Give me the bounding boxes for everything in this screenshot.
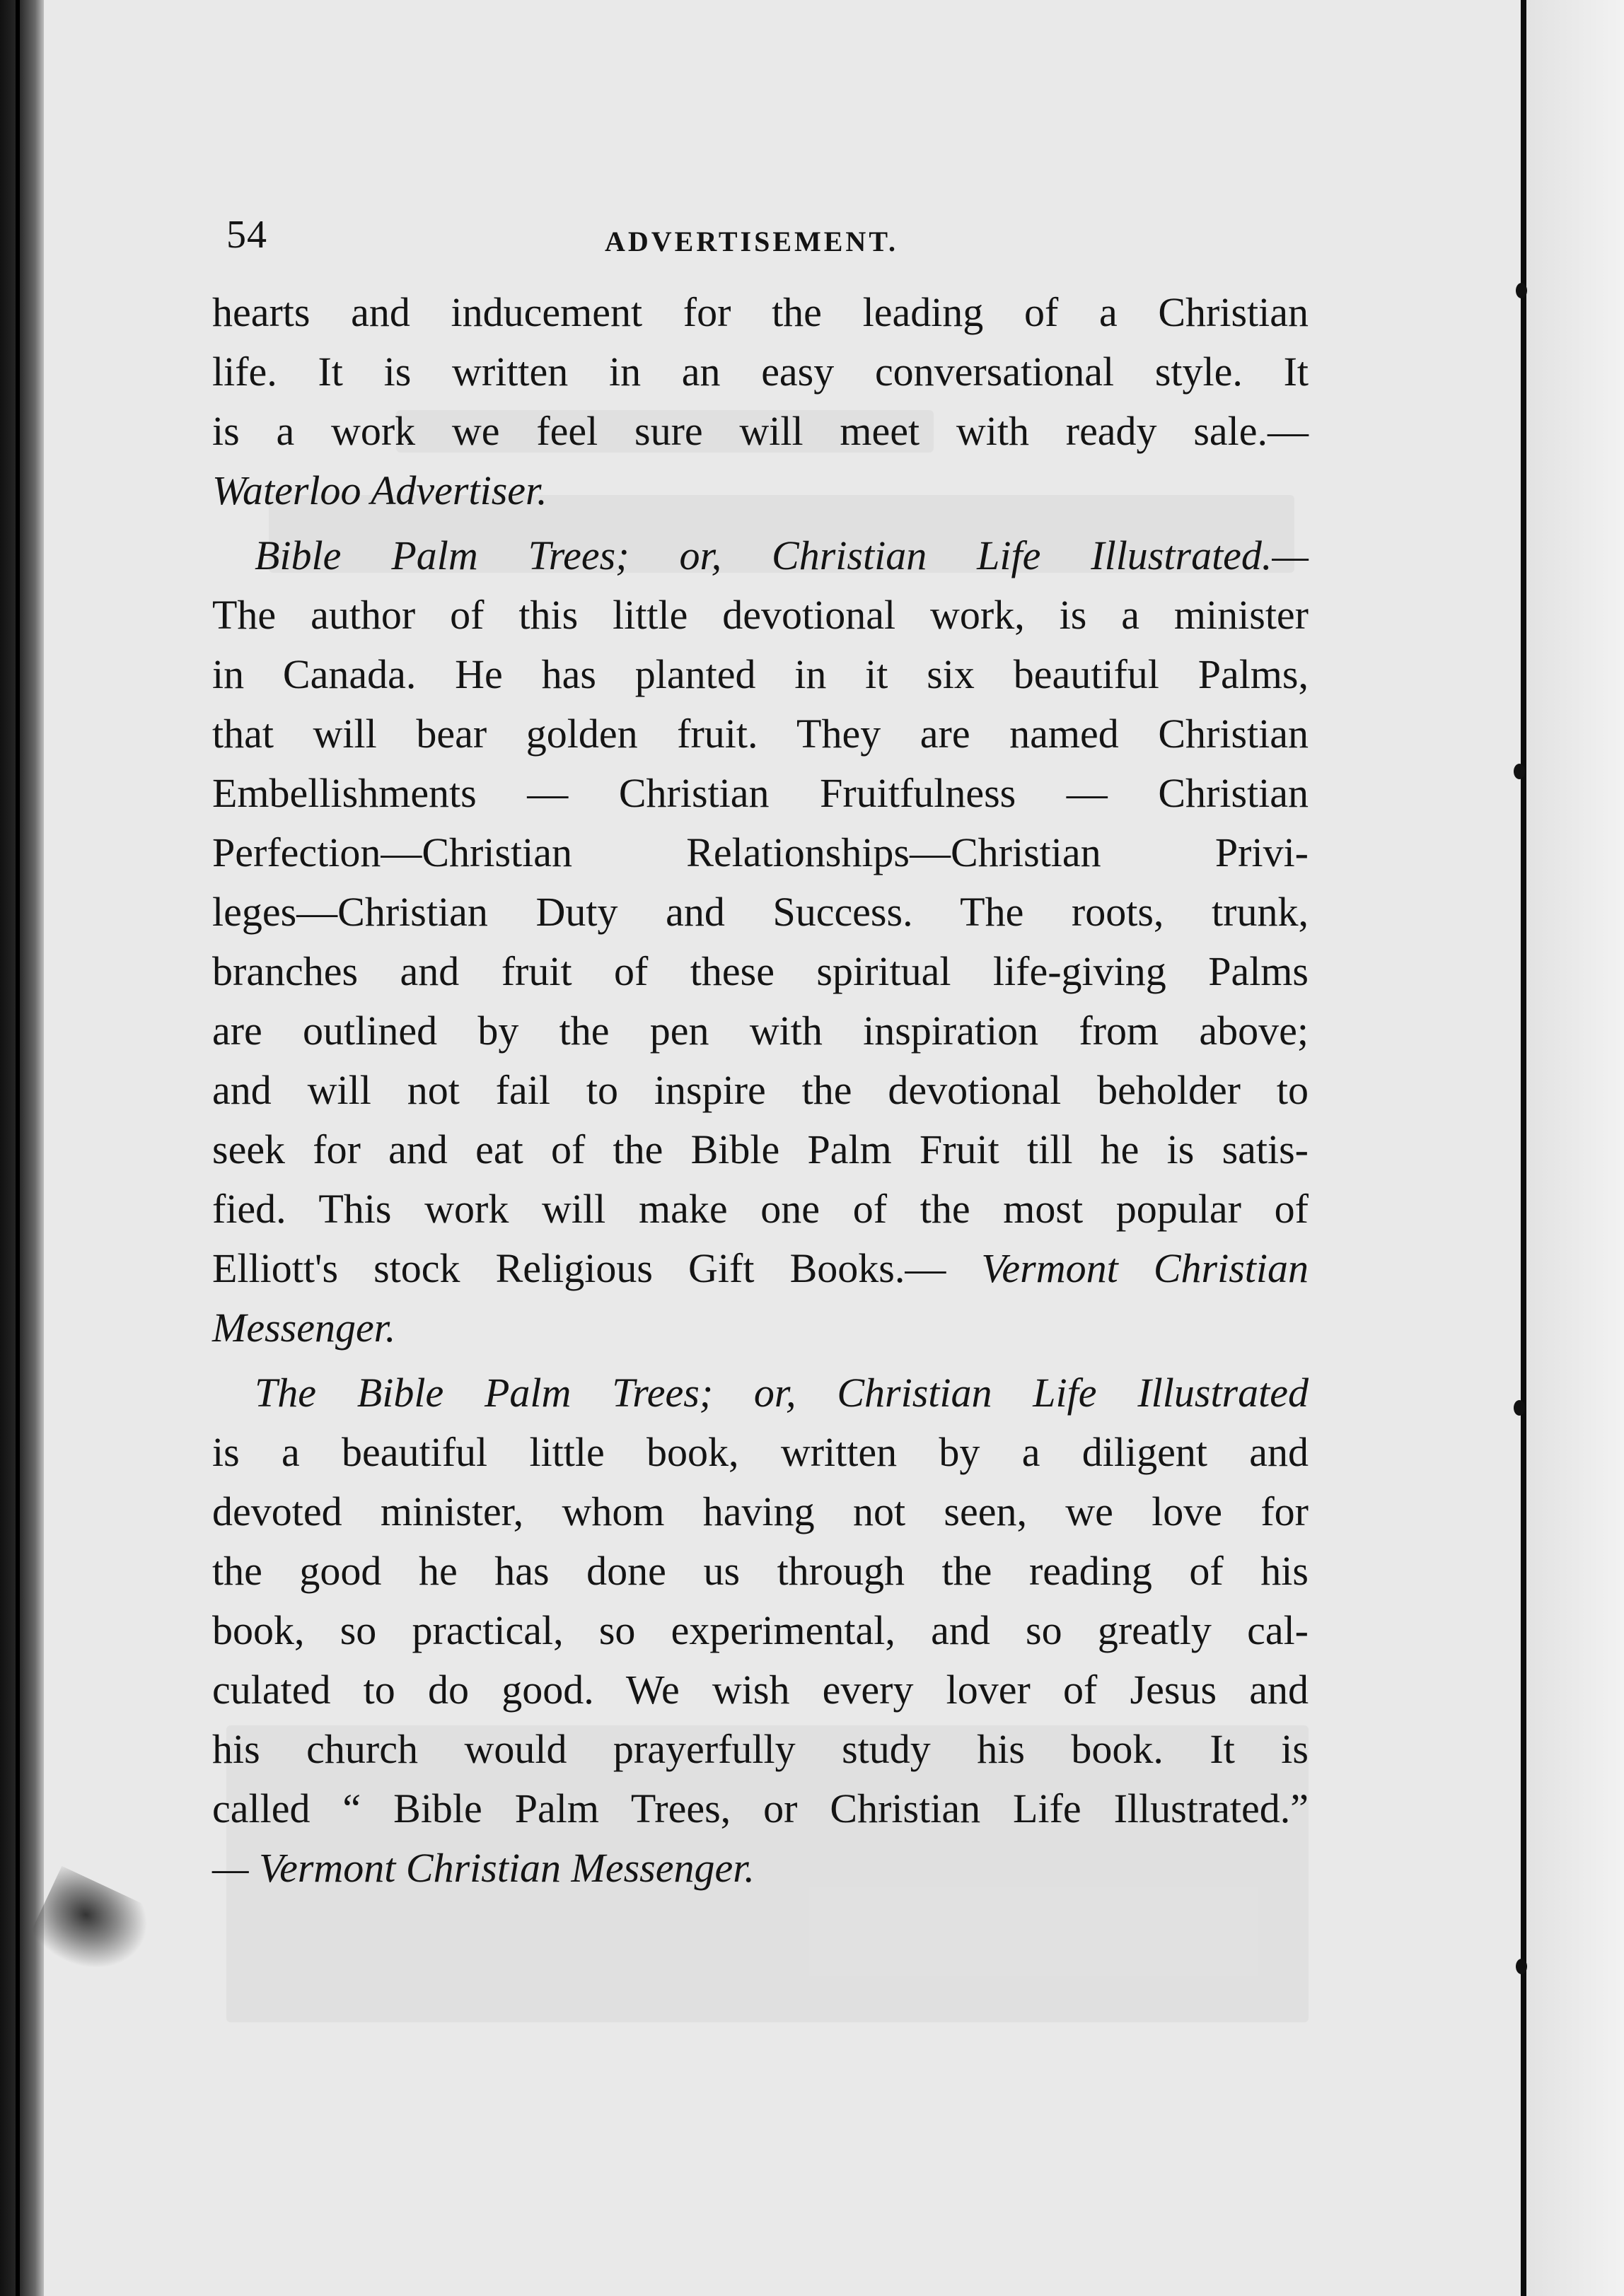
text-line: the good he has done us through the reading of his (212, 1548, 1309, 1594)
text-line: Perfection—Christian Relationships—Christian Privi- (212, 829, 1309, 875)
text-line: life. It is written in an easy conversational style. It (212, 349, 1309, 395)
facing-page-edge (1526, 0, 1624, 2296)
edge-mark (1516, 1959, 1527, 1974)
ink-smudge (26, 1866, 158, 1988)
text-line: Embellishments — Christian Fruitfulness — Christian (212, 770, 1309, 816)
text-line: called “ Bible Palm Trees, or Christian Life Illustrated.” (212, 1785, 1309, 1831)
running-head (212, 212, 1309, 283)
edge-mark (1516, 283, 1527, 298)
book-title: The Bible Palm Trees; or, Christian Life Illustrated (255, 1370, 1309, 1416)
page-number: 54 (226, 213, 267, 257)
text-line: and will not fail to inspire the devotional beholder to (212, 1067, 1309, 1113)
book-title: Bible Palm Trees; or, Christian Life Illustrated.— (255, 532, 1309, 578)
text-line: branches and fruit of these spiritual life-giving Palms (212, 948, 1309, 994)
text-line: his church would prayerfully study his book. It is (212, 1726, 1309, 1772)
text-line: culated to do good. We wish every lover of Jesus and (212, 1667, 1309, 1713)
text-line: devoted minister, whom having not seen, we love for (212, 1488, 1309, 1534)
text-line: is a work we feel sure will meet with ready sale.— (212, 408, 1309, 454)
review-paragraph-3 (212, 1363, 1309, 1898)
text-line: hearts and inducement for the leading of a Christian (212, 289, 1309, 335)
review-paragraph-1 (212, 283, 1309, 520)
text-line: is a beautiful little book, written by a diligent and (212, 1429, 1309, 1475)
text-line: book, so practical, so experimental, and so greatly cal- (212, 1607, 1309, 1653)
page-content (212, 212, 1309, 1898)
text-line: in Canada. He has planted in it six beautiful Palms, (212, 651, 1309, 697)
text-line-with-source (212, 1239, 1309, 1298)
review-paragraph-2 (212, 526, 1309, 1358)
text-line: that will bear golden fruit. They are named Christian (212, 711, 1309, 757)
review-source: Messenger. (212, 1305, 396, 1351)
text-line: are outlined by the pen with inspiration from above; (212, 1008, 1309, 1054)
text-fragment: Elliott's stock Religious Gift Books.— (212, 1245, 946, 1291)
edge-mark (1514, 764, 1525, 779)
page-edge-rule (1521, 0, 1526, 2296)
text-line: leges—Christian Duty and Success. The roots, trunk, (212, 889, 1309, 935)
review-source: — Vermont Christian Messenger. (212, 1845, 755, 1891)
review-source: Waterloo Advertiser. (212, 467, 547, 513)
text-line: seek for and eat of the Bible Palm Fruit till he is satis- (212, 1126, 1309, 1172)
edge-mark (1514, 1400, 1525, 1416)
text-line: fied. This work will make one of the most popular of (212, 1186, 1309, 1232)
running-head-title: ADVERTISEMENT. (605, 226, 899, 257)
binding-shadow-line (16, 0, 20, 2296)
book-binding-edge (0, 0, 44, 2296)
text-line: The author of this little devotional work, is a minister (212, 592, 1309, 638)
review-source: Vermont Christian (981, 1245, 1309, 1291)
